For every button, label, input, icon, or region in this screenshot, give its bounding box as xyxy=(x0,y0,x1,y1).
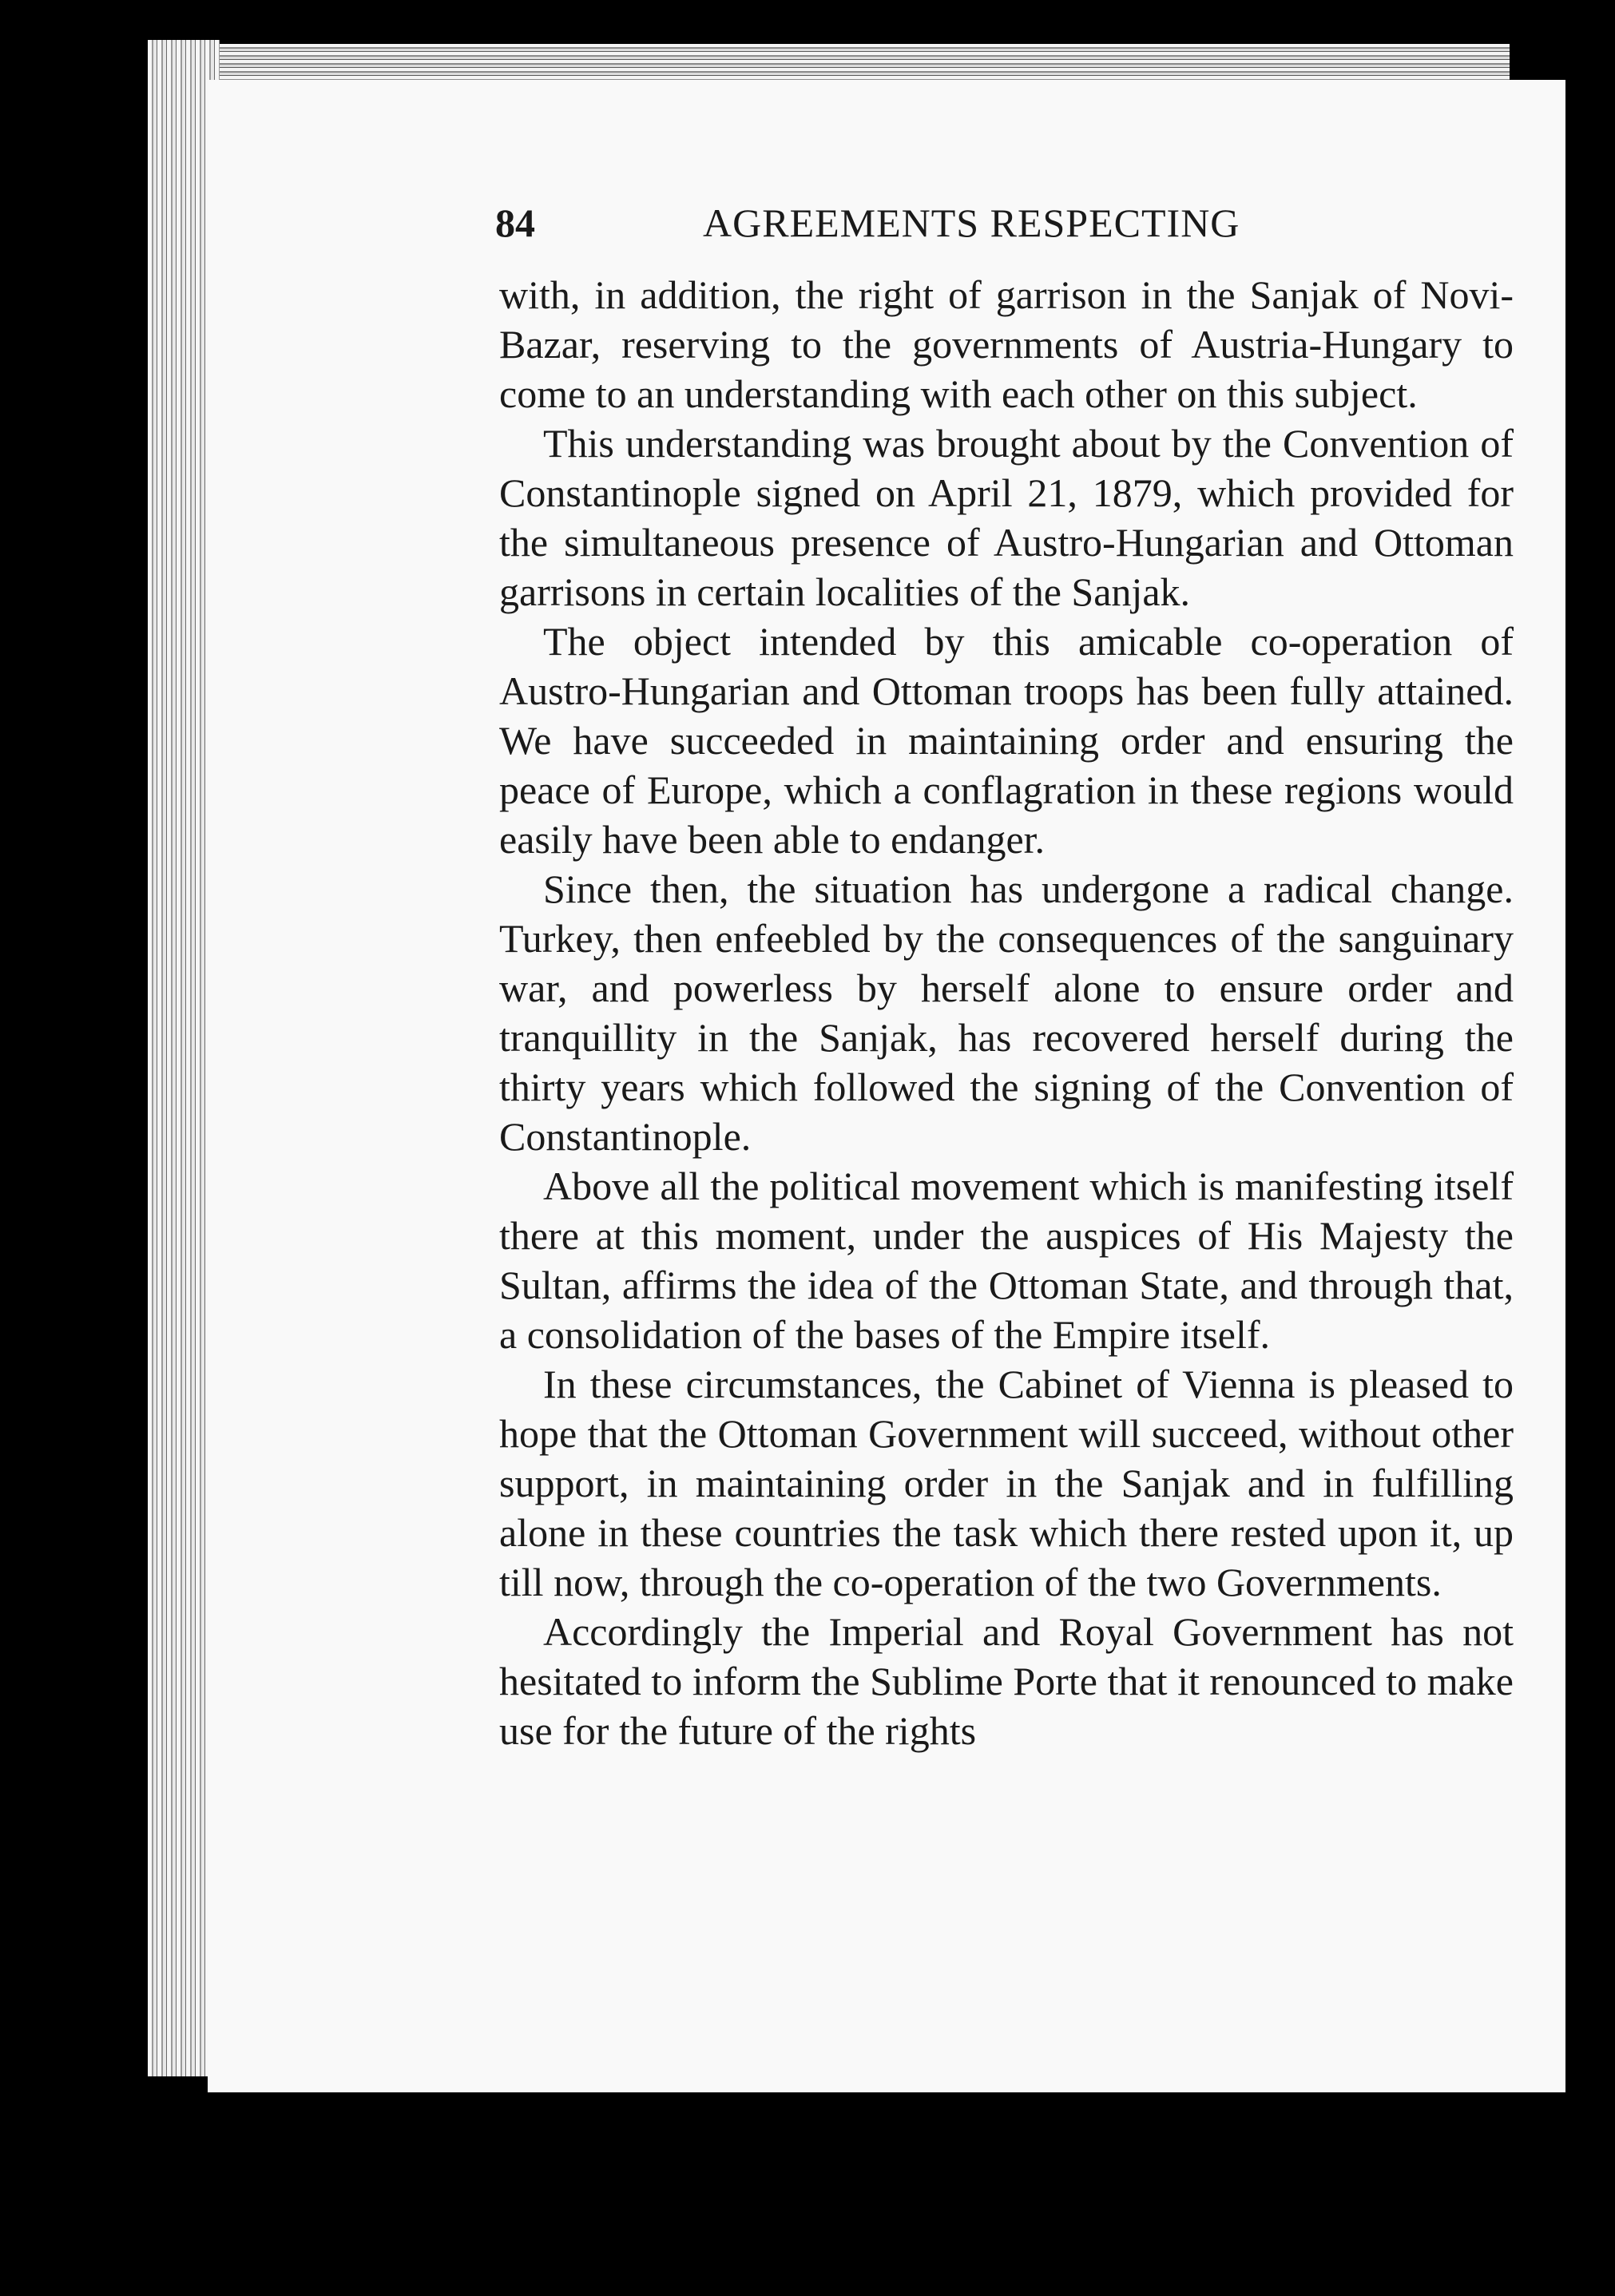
page-number: 84 xyxy=(495,200,535,245)
page-header xyxy=(495,200,1294,248)
running-head: AGREEMENTS RESPECTING xyxy=(703,200,1240,245)
paragraph-4: Since then, the situation has undergone a radical change. Turkey, then enfeebled by the consequences of the sanguinary war, and powerless by herself alone to ensure order and tranquillity in the Sanjak, has recovered herself during the thirty years which followed the signing of the Convention of Constantinople. xyxy=(499,866,1514,1159)
paragraph-2: This understanding was brought about by the Convention of Constantinople signed on April 21, 1879, which provided for the simultaneous presence of Austro-Hungarian and Ottoman garrisons in certain localities of the Sanjak. xyxy=(499,421,1514,614)
paragraph-5: Above all the political movement which is manifesting itself there at this moment, under the auspices of His Majesty the Sultan, affirms the idea of the Ottoman State, and through that, a consolidation of the bases of the Empire itself. xyxy=(499,1164,1514,1357)
paragraph-6: In these circumstances, the Cabinet of Vienna is pleased to hope that the Ottoman Government will succeed, without other support, in maintaining order in the Sanjak and in fulfilling alone in these countries the task which there rested upon it, up till now, through the co-operation of the two Governments. xyxy=(499,1362,1514,1604)
page-body xyxy=(499,270,1514,1755)
paragraph-1: with, in addition, the right of garrison in the Sanjak of Novi-Bazar, reserving to the governments of Austria-Hungary to come to an understanding with each other on this subject. xyxy=(499,272,1514,416)
paragraph-3: The object intended by this amicable co-operation of Austro-Hungarian and Ottoman troops has been fully attained. We have succeeded in maintaining order and ensuring the peace of Europe, which a conflagration in these regions would easily have been able to endanger. xyxy=(499,619,1514,862)
paragraph-7: Accordingly the Imperial and Royal Government has not hesitated to inform the Sublime Porte that it renounced to make use for the future of the rights xyxy=(499,1609,1514,1753)
